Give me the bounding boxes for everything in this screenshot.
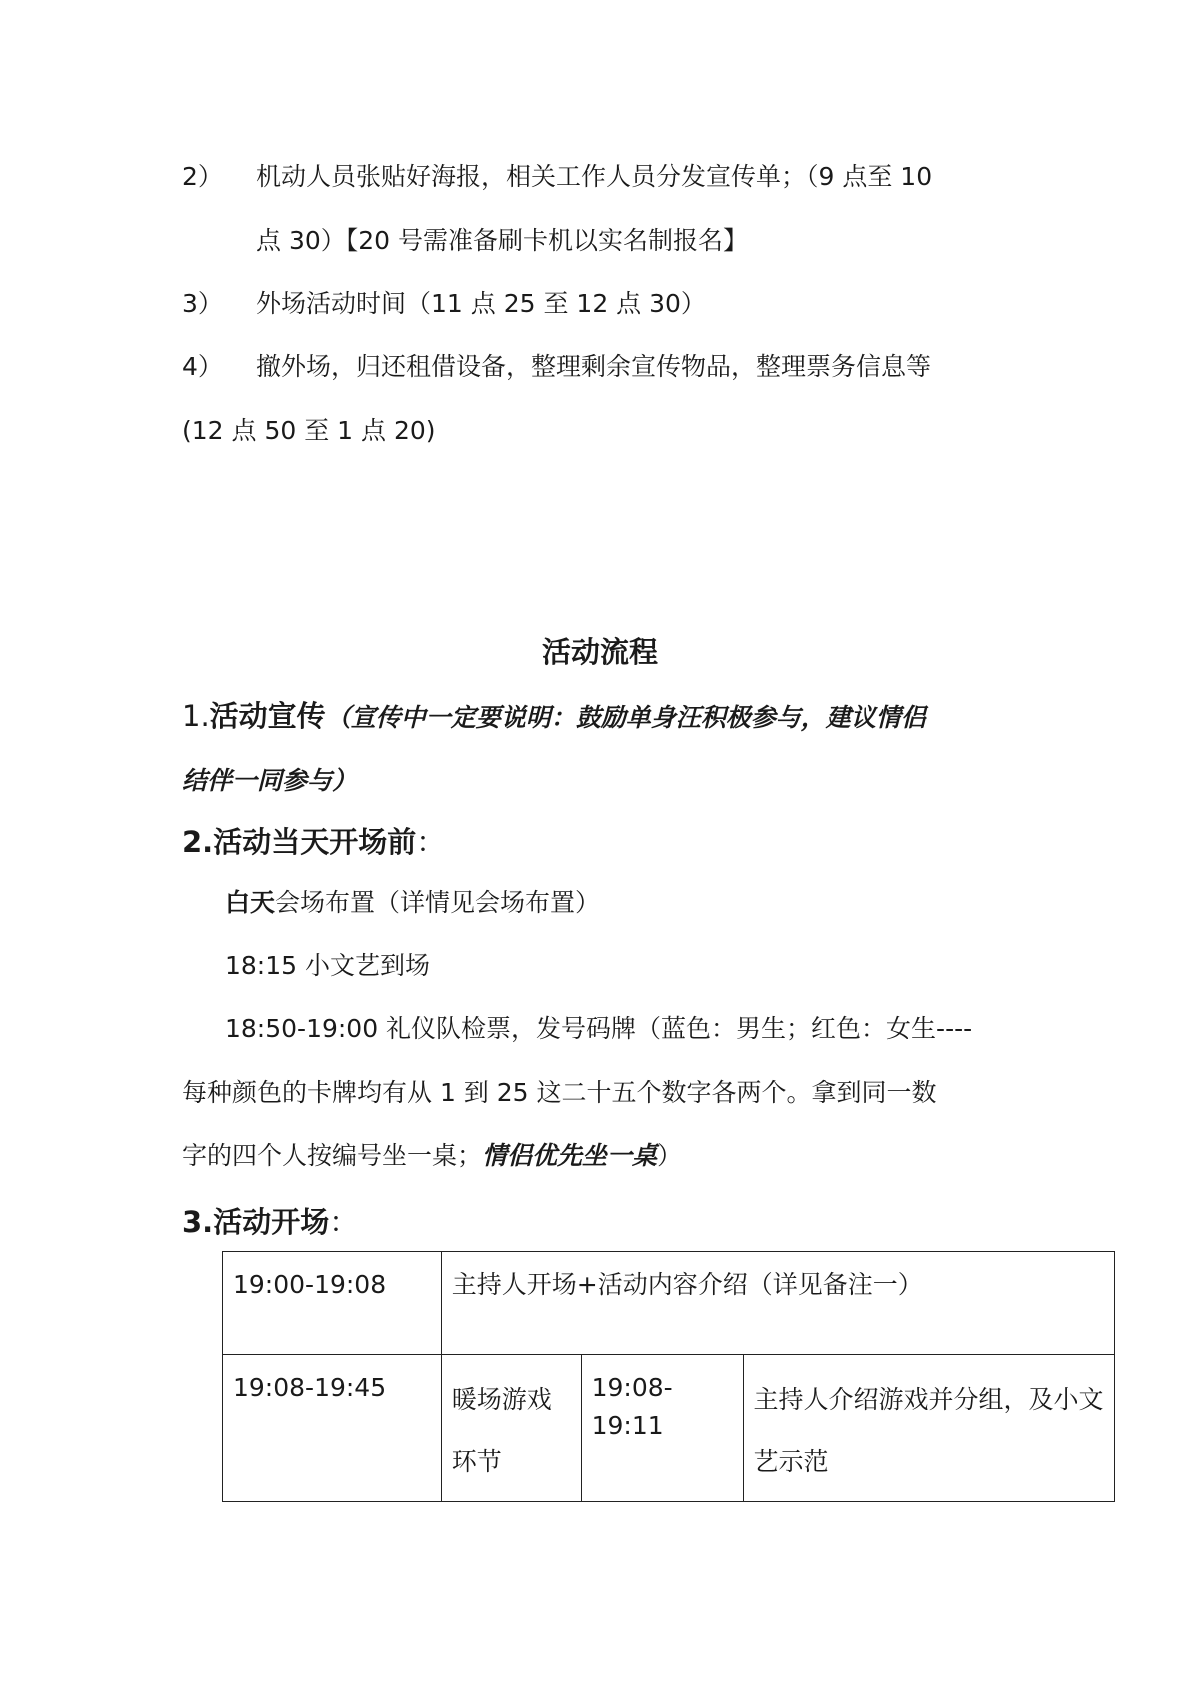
step1-note-continued-line <box>182 759 357 801</box>
table-row <box>223 1252 1115 1355</box>
step1-heading: 活动宣传 <box>209 699 326 733</box>
step2-item-rest: 会场布置（详情见会场布置） <box>275 888 601 917</box>
table-cell-time: 19:08-19:45 <box>223 1355 442 1502</box>
table-cell-segment: 暖场游戏环节 <box>441 1355 581 1502</box>
list-number: 3） <box>182 289 223 318</box>
table-cell-sub-time: 19:08-19:11 <box>581 1355 743 1502</box>
step2-item-bold: 白天 <box>225 888 276 917</box>
step2-heading-line <box>182 822 445 862</box>
schedule-table <box>222 1251 1115 1502</box>
step3-colon: ： <box>329 1205 359 1239</box>
step1-note: （宣传中一定要说明：鼓励单身汪积极参与，建议情侣 <box>325 703 926 732</box>
step1-number: 1. <box>182 699 210 733</box>
step2-item-checkin-continued: 每种颜色的卡牌均有从 1 到 25 这二十五个数字各两个。拿到同一数 <box>182 1078 937 1107</box>
list-item-text: 机动人员张贴好海报，相关工作人员分发宣传单；（9 点至 10 <box>256 162 933 191</box>
step3-heading-line <box>182 1202 358 1242</box>
table-cell-time: 19:00-19:08 <box>223 1252 442 1355</box>
step2-item-paren: ） <box>657 1141 683 1170</box>
step2-heading: 2.活动当天开场前 <box>182 825 417 859</box>
step2-item-venue <box>225 886 600 920</box>
list-number: 4） <box>182 352 223 381</box>
step1-heading-line <box>182 696 926 738</box>
section-title: 活动流程 <box>541 635 658 669</box>
step2-colon: ： <box>416 825 446 859</box>
step1-note-continued: 结伴一同参与） <box>182 766 358 795</box>
list-item-text: 撤外场，归还租借设备，整理剩余宣传物品，整理票务信息等 <box>256 352 932 381</box>
step3-heading: 3.活动开场 <box>182 1205 330 1239</box>
step2-item-arrival: 18:15 小文艺到场 <box>225 951 430 980</box>
list-number: 2） <box>182 162 223 191</box>
table-cell-sub-content: 主持人介绍游戏并分组，及小文艺示范 <box>743 1355 1115 1502</box>
table-row <box>223 1355 1115 1502</box>
step2-item-emphasis: 情侣优先坐一桌 <box>482 1141 658 1170</box>
list-item-text: 外场活动时间（11 点 25 至 12 点 30） <box>256 289 706 318</box>
step2-item-checkin: 18:50-19:00 礼仪队检票，发号码牌（蓝色：男生；红色：女生---- <box>225 1014 973 1043</box>
step2-item-text: 字的四个人按编号坐一桌； <box>182 1141 483 1170</box>
step2-item-checkin-last-line <box>182 1139 682 1173</box>
list-item-text-continued: (12 点 50 至 1 点 20) <box>182 416 436 445</box>
list-item-text-continued: 点 30）【20 号需准备刷卡机以实名制报名】 <box>256 226 749 255</box>
table-cell-content: 主持人开场+活动内容介绍（详见备注一） <box>441 1252 1114 1355</box>
